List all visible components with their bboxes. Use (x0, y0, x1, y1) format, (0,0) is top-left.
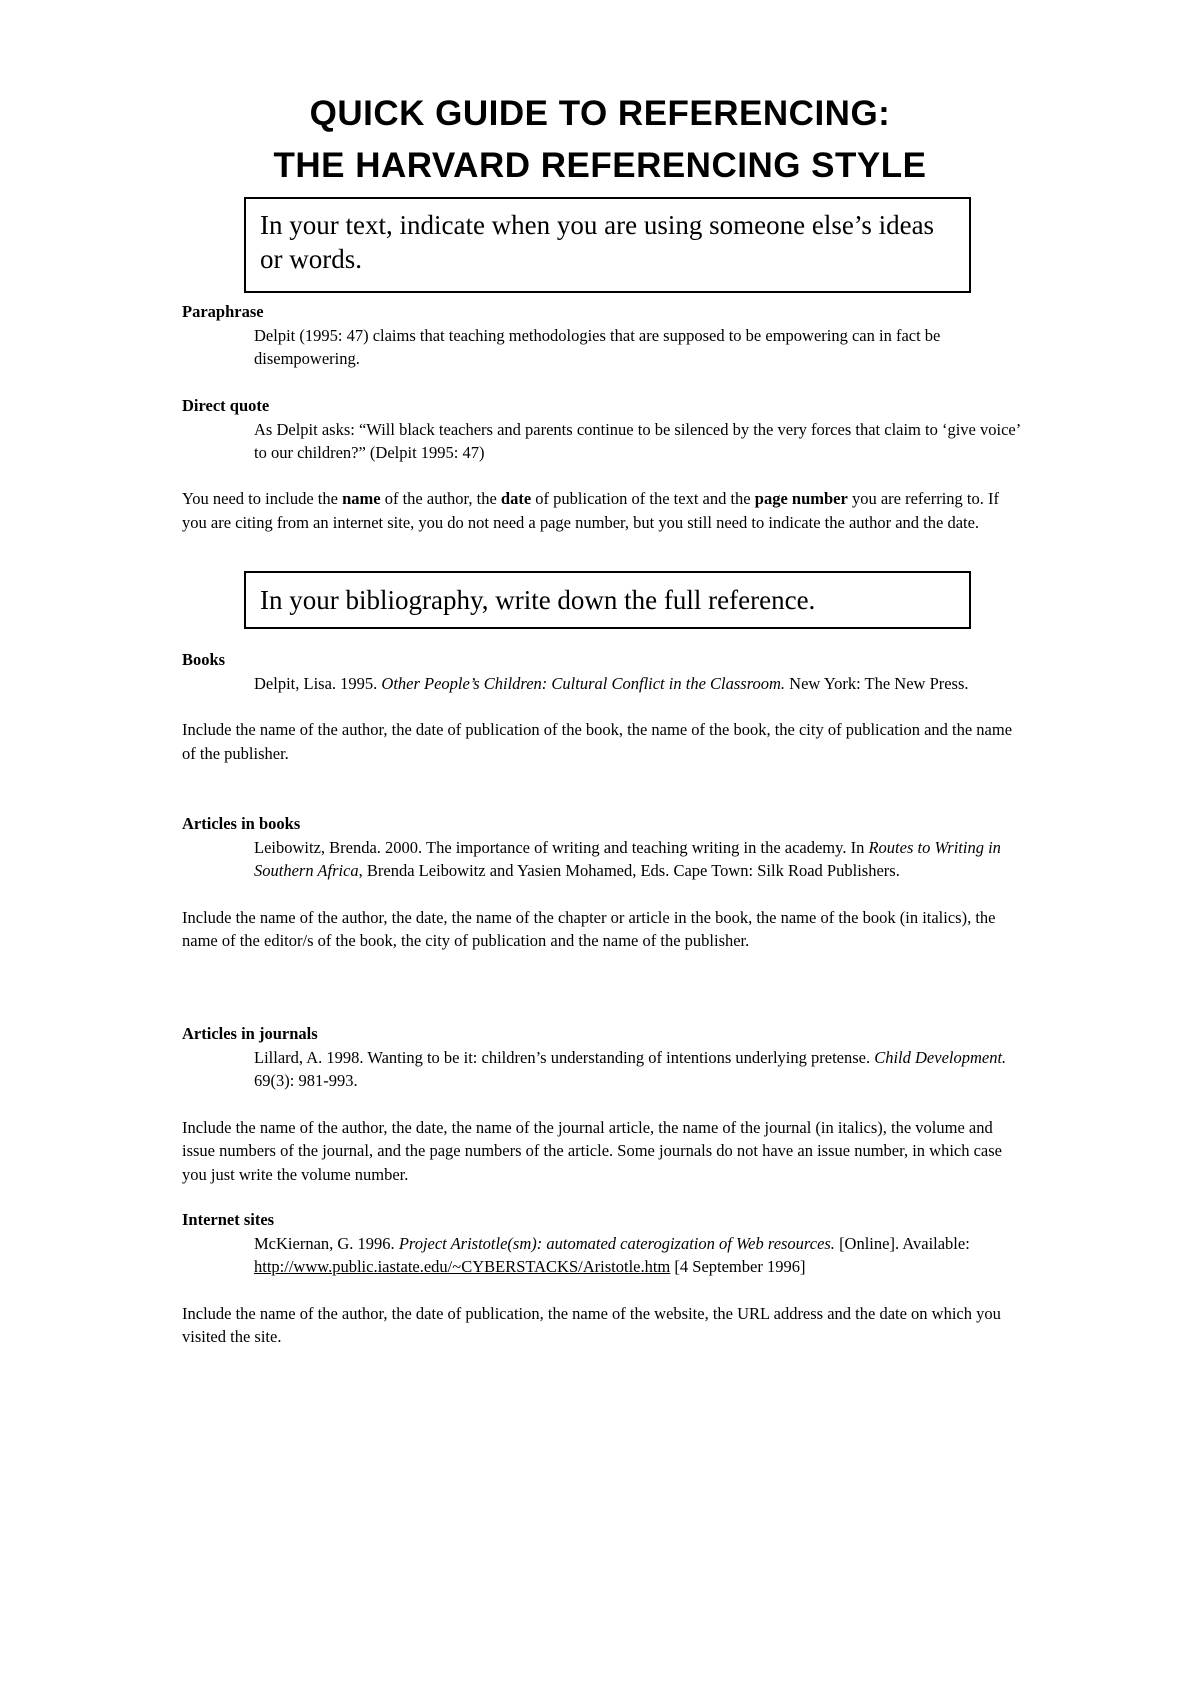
direct-quote-example: As Delpit asks: “Will black teachers and parents continue to be silenced by the very forces that claim to ‘give voice’ to our children?” (Delpit 1995: 47) (254, 419, 1021, 462)
books-reference (254, 672, 1022, 696)
in-text-callout-box: In your text, indicate when you are using someone else’s ideas or words. (244, 197, 971, 293)
books-section (182, 648, 1022, 765)
articles-in-journals-reference (254, 1046, 1022, 1093)
internet-ref-accessed: [4 September 1996] (670, 1257, 806, 1276)
bibliography-callout-box: In your bibliography, write down the full reference. (244, 571, 971, 629)
note-text-4: you are referring to. If you are citing from an internet site, you do not need a page number, but you still need to indicate the author and the date. (182, 489, 999, 532)
books-note: Include the name of the author, the date of publication of the book, the name of the book, the city of publication and the name of the publisher. (182, 720, 1013, 763)
internet-sites-reference (254, 1232, 1022, 1279)
articles-in-books-reference (254, 836, 1022, 883)
direct-quote-section (182, 394, 1022, 465)
paraphrase-example: Delpit (1995: 47) claims that teaching methodologies that are supposed to be empowering can in fact be disempowering. (254, 325, 941, 368)
articles-in-books-note: Include the name of the author, the date, the name of the chapter or article in the book, the name of the book (in italics), the name of the editor/s of the book, the city of publication and the name of the publisher. (182, 907, 996, 950)
internet-ref-title: Project Aristotle(sm): automated caterogization of Web resources. (398, 1233, 835, 1253)
title-line-2: THE HARVARD REFERENCING STYLE (273, 146, 927, 185)
note-text-2: of the author, the (380, 489, 501, 508)
articles-books-ref-title: Routes to Writing in Southern Africa (254, 837, 1001, 880)
articles-books-ref-author: Leibowitz, Brenda. 2000. The importance of writing and teaching writing in the academy. In (254, 837, 869, 857)
journal-ref-title: Child Development. (874, 1047, 1007, 1067)
note-bold-name: name (342, 489, 381, 508)
note-bold-date: date (500, 489, 532, 508)
internet-sites-section (182, 1208, 1022, 1349)
paraphrase-heading: Paraphrase (182, 302, 264, 321)
articles-in-journals-section (182, 1022, 1022, 1186)
internet-ref-available: [Online]. Available: (834, 1233, 970, 1253)
internet-ref-author: McKiernan, G. 1996. (254, 1233, 399, 1253)
books-heading: Books (182, 650, 226, 669)
internet-sites-note: Include the name of the author, the date of publication, the name of the website, the URL address and the date on which you visited the site. (182, 1303, 1001, 1346)
internet-ref-url-link[interactable]: http://www.public.iastate.edu/~CYBERSTACKS/Aristotle.htm (254, 1257, 671, 1276)
books-ref-author: Delpit, Lisa. 1995. (254, 673, 382, 693)
internet-sites-heading: Internet sites (182, 1210, 275, 1229)
articles-in-journals-heading: Articles in journals (182, 1024, 318, 1043)
note-text-3: of publication of the text and the (531, 489, 755, 508)
books-ref-publisher: New York: The New Press. (785, 673, 969, 693)
paraphrase-section (182, 300, 1022, 371)
journal-ref-author: Lillard, A. 1998. Wanting to be it: children’s understanding of intentions underlying pretense. (254, 1047, 875, 1067)
note-text-1: You need to include the (182, 489, 343, 508)
journal-ref-volume: 69(3): 981-993. (254, 1071, 358, 1090)
in-text-note-paragraph (182, 487, 1022, 534)
note-bold-page-number: page number (754, 489, 848, 508)
title-line-1: QUICK GUIDE TO REFERENCING: (309, 94, 891, 133)
articles-in-books-heading: Articles in books (182, 814, 301, 833)
articles-in-journals-note: Include the name of the author, the date, the name of the journal article, the name of the journal (in italics), the volume and issue numbers of the journal, and the page numbers of the article. Some journals do not have an issue number, in which case you just write the volume number. (182, 1117, 1002, 1184)
books-ref-title: Other People’s Children: Cultural Conflict in the Classroom. (381, 673, 786, 693)
articles-in-books-section (182, 812, 1022, 953)
in-text-note (182, 487, 1022, 534)
direct-quote-heading: Direct quote (182, 396, 270, 415)
articles-books-ref-publisher: , Brenda Leibowitz and Yasien Mohamed, Eds. Cape Town: Silk Road Publishers. (358, 861, 900, 880)
